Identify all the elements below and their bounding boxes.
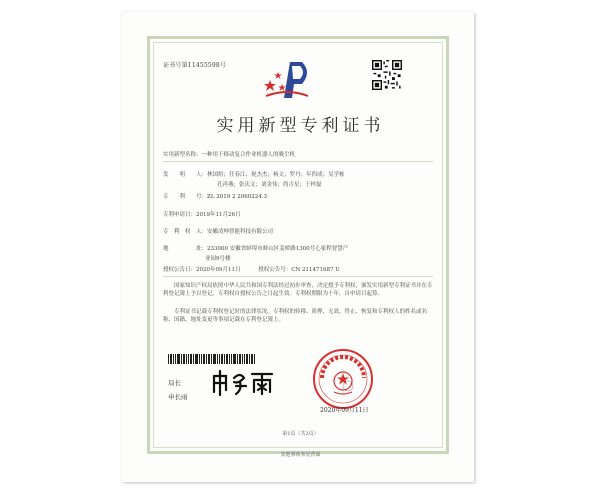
divider <box>163 276 433 277</box>
field-address: 地 址：233000 安徽省蚌埠市蚌山区姜桥路1300号心家程智慧产 <box>163 246 349 252</box>
director-title: 申长雨 <box>168 393 188 401</box>
certificate-title: 实用新型专利证书 <box>216 116 385 136</box>
director-label: 局长 <box>168 379 181 387</box>
certificate-number: 证书号第11455598号 <box>163 62 227 69</box>
footer-note: 其他事项参见背面 <box>280 452 321 458</box>
field-address-cont: 业园9号楼 <box>205 256 231 262</box>
field-patentee: 专 利 权 人：安徽凌坤智能科技有限公司 <box>163 229 274 235</box>
seal-date: 2020年09月11日 <box>320 407 369 414</box>
field-inventors-cont: 孔祥燕；张庆文；刘金伟；尚吉星；王梓磊 <box>217 182 322 188</box>
director-signature <box>210 368 280 396</box>
patent-office-logo <box>262 58 312 102</box>
field-application-date: 专利申请日：2019年11月26日 <box>163 212 241 218</box>
official-seal <box>312 348 374 410</box>
divider <box>163 161 433 162</box>
field-patent-number: 专 利 号：ZL 2019 2 2060224.3 <box>163 194 267 200</box>
barcode <box>168 354 256 364</box>
field-name: 实用新型名称：一种用于移动复合作业机器人的吸尘机 <box>163 152 296 158</box>
field-inventors: 发 明 人：林国煊；任春江；祝杰杰；杨文；罗丹；年四成；吴学栋 <box>163 172 345 178</box>
page-number: 第1页（共2页） <box>282 431 319 437</box>
field-grant-date: 授权公告日：2020年09月11日 授权公告号：CN 211471687 U <box>163 267 340 273</box>
status-paragraph: 专利证书记载专利权登记时的法律状况。专利权的转移、质押、无效、终止、恢复和专利权人的姓名或名称、国籍、地址变更等事项记载在专利登记簿上。 <box>163 309 428 323</box>
qr-code <box>372 60 402 90</box>
grant-paragraph: 国家知识产权局依照中华人民共和国专利法经过初步审查，决定授予专利权，颁发实用新型专利证书并在专利登记簿上予以登记。专利权自授权公告之日起生效。专利权期限为十年，自申请日起算。 <box>163 283 433 297</box>
